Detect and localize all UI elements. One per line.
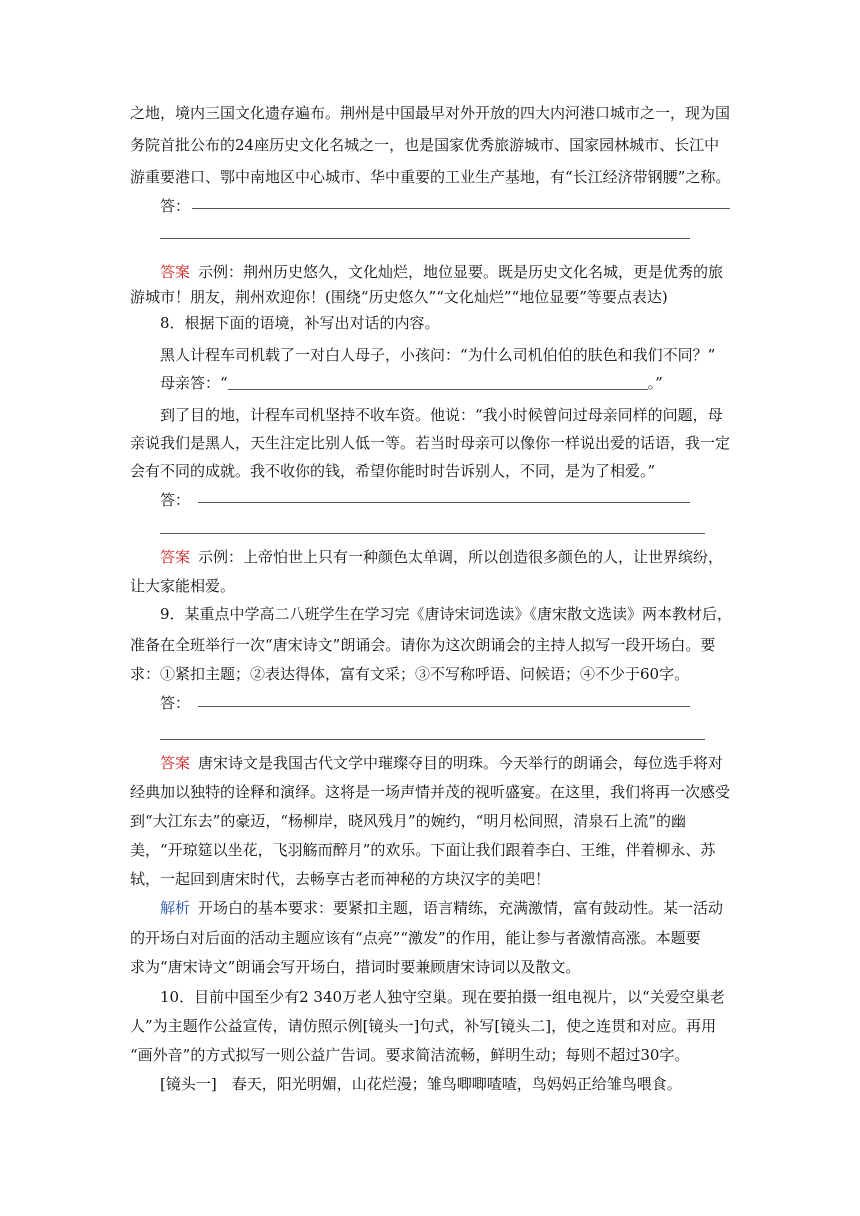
question-9-stem: 9．某重点中学高二八班学生在学习完《唐诗宋词选读》《唐宋散文选读》两本教材后， [160,605,733,623]
answer-text: 示例：上帝怕世上只有一种颜色太单调，所以创造很多颜色的人，让世界缤纷， [198,548,724,566]
answer-prompt: 答： [160,491,191,509]
question-8-stem: 8．根据下面的语境，补写出对话的内容。 [160,314,440,332]
analysis-text: 开场白的基本要求：要紧扣主题，语言精练，充满激情，富有鼓动性。某一活动 [198,899,724,917]
answer-line-1 [130,753,730,773]
answer-prompt: 答： [160,694,191,712]
answer-line[interactable] [192,208,730,209]
answer-line-1 [130,547,730,567]
paragraph-line: 准备在全班举行一次“唐宋诗文”朗诵会。请你为这次朗诵会的主持人拟写一段开场白。要 [130,636,716,654]
answer-line[interactable] [160,739,705,740]
shot-one-line: [镜头一] 春天，阳光明媚，山花烂漫；雏鸟唧唧喳喳，鸟妈妈正给雏鸟喂食。 [160,1075,682,1093]
mother-prefix: 母亲答：“ [160,374,228,392]
paragraph-line: 游重要港口、鄂中南地区中心城市、华中重要的工业生产基地，有“长江经济带钢腰”之称。 [130,168,730,186]
answer-text: 轼，一起回到唐宋时代，去畅享古老而神秘的方块汉字的美吧！ [130,870,551,888]
analysis-line-1 [130,898,730,918]
question-10-stem: 10．目前中国至少有2 340万老人独守空巢。现在要拍摄一组电视片，以“关爱空巢老 [160,988,725,1006]
fill-blank[interactable] [228,375,648,390]
answer-label: 答案 [160,754,191,772]
answer-prompt: 答： [160,197,191,215]
answer-label: 答案 [160,263,191,281]
answer-label: 答案 [160,548,191,566]
paragraph-line: 会有不同的成就。我不收你的钱，希望你能时时告诉别人，不同，是为了相爱。” [130,462,656,480]
paragraph-line: 务院首批公布的24座历史文化名城之一，也是国家优秀旅游城市、国家园林城市、长江中 [130,136,720,154]
question-8-mother-line [160,373,760,393]
answer-line[interactable] [198,502,690,503]
analysis-text: 求为“唐宋诗文”朗诵会写开场白，措词时要兼顾唐宋诗词以及散文。 [130,958,581,976]
answer-text: 唐宋诗文是我国古代文学中璀璨夺目的明珠。今天举行的朗诵会，每位选手将对 [198,754,724,772]
paragraph-line: 亲说我们是黑人，天生注定比别人低一等。若当时母亲可以像你一样说出爱的话语，我一定 [130,434,730,452]
paragraph-line: 求：①紧扣主题；②表达得体，富有文采；③不写称呼语、问候语；④不少于60字。 [130,665,690,683]
answer-line-1 [130,262,730,282]
answer-line[interactable] [160,533,705,534]
paragraph-line: 人”为主题作公益宣传，请仿照示例[镜头一]句式，补写[镜头二]，使之连贯和对应。再用 [130,1017,717,1035]
mother-suffix: 。” [647,374,663,392]
answer-text: 经典加以独特的诠释和演绎。这将是一场声情并茂的视听盛宴。在这里，我们将再一次感受 [130,783,730,801]
answer-text: 美，“开琼筵以坐花，飞羽觞而醉月”的欢乐。下面让我们跟着李白、王维，伴着柳永、苏 [130,841,716,859]
answer-line[interactable] [198,706,690,707]
analysis-text: 的开场白对后面的活动主题应该有“点亮”“激发”的作用，能让参与者激情高涨。本题要 [130,929,701,947]
answer-text: 到“大江东去”的豪迈，“杨柳岸，晓风残月”的婉约，“明月松间照，清泉石上流”的幽 [130,812,687,830]
answer-text: 示例：荆州历史悠久，文化灿烂，地位显要。既是历史文化名城，更是优秀的旅 [198,263,724,281]
question-8-context: 黑人计程车司机载了一对白人母子，小孩问：“为什么司机伯伯的肤色和我们不同？” [160,346,716,364]
answer-text: 让大家能相爱。 [130,577,236,595]
paragraph-line: 到了目的地，计程车司机坚持不收车资。他说：“我小时候曾问过母亲同样的问题，母 [160,406,723,424]
analysis-label: 解析 [160,899,191,917]
answer-line[interactable] [160,238,690,239]
answer-text: 游城市！朋友，荆州欢迎你！(围绕“历史悠久”“文化灿烂”“地位显要”等要点表达) [130,288,668,306]
paragraph-line: 之地，境内三国文化遗存遍布。荆州是中国最早对外开放的四大内河港口城市之一，现为国 [130,104,730,122]
paragraph-line: “画外音”的方式拟写一则公益广告词。要求简洁流畅，鲜明生动；每则不超过30字。 [130,1046,690,1064]
